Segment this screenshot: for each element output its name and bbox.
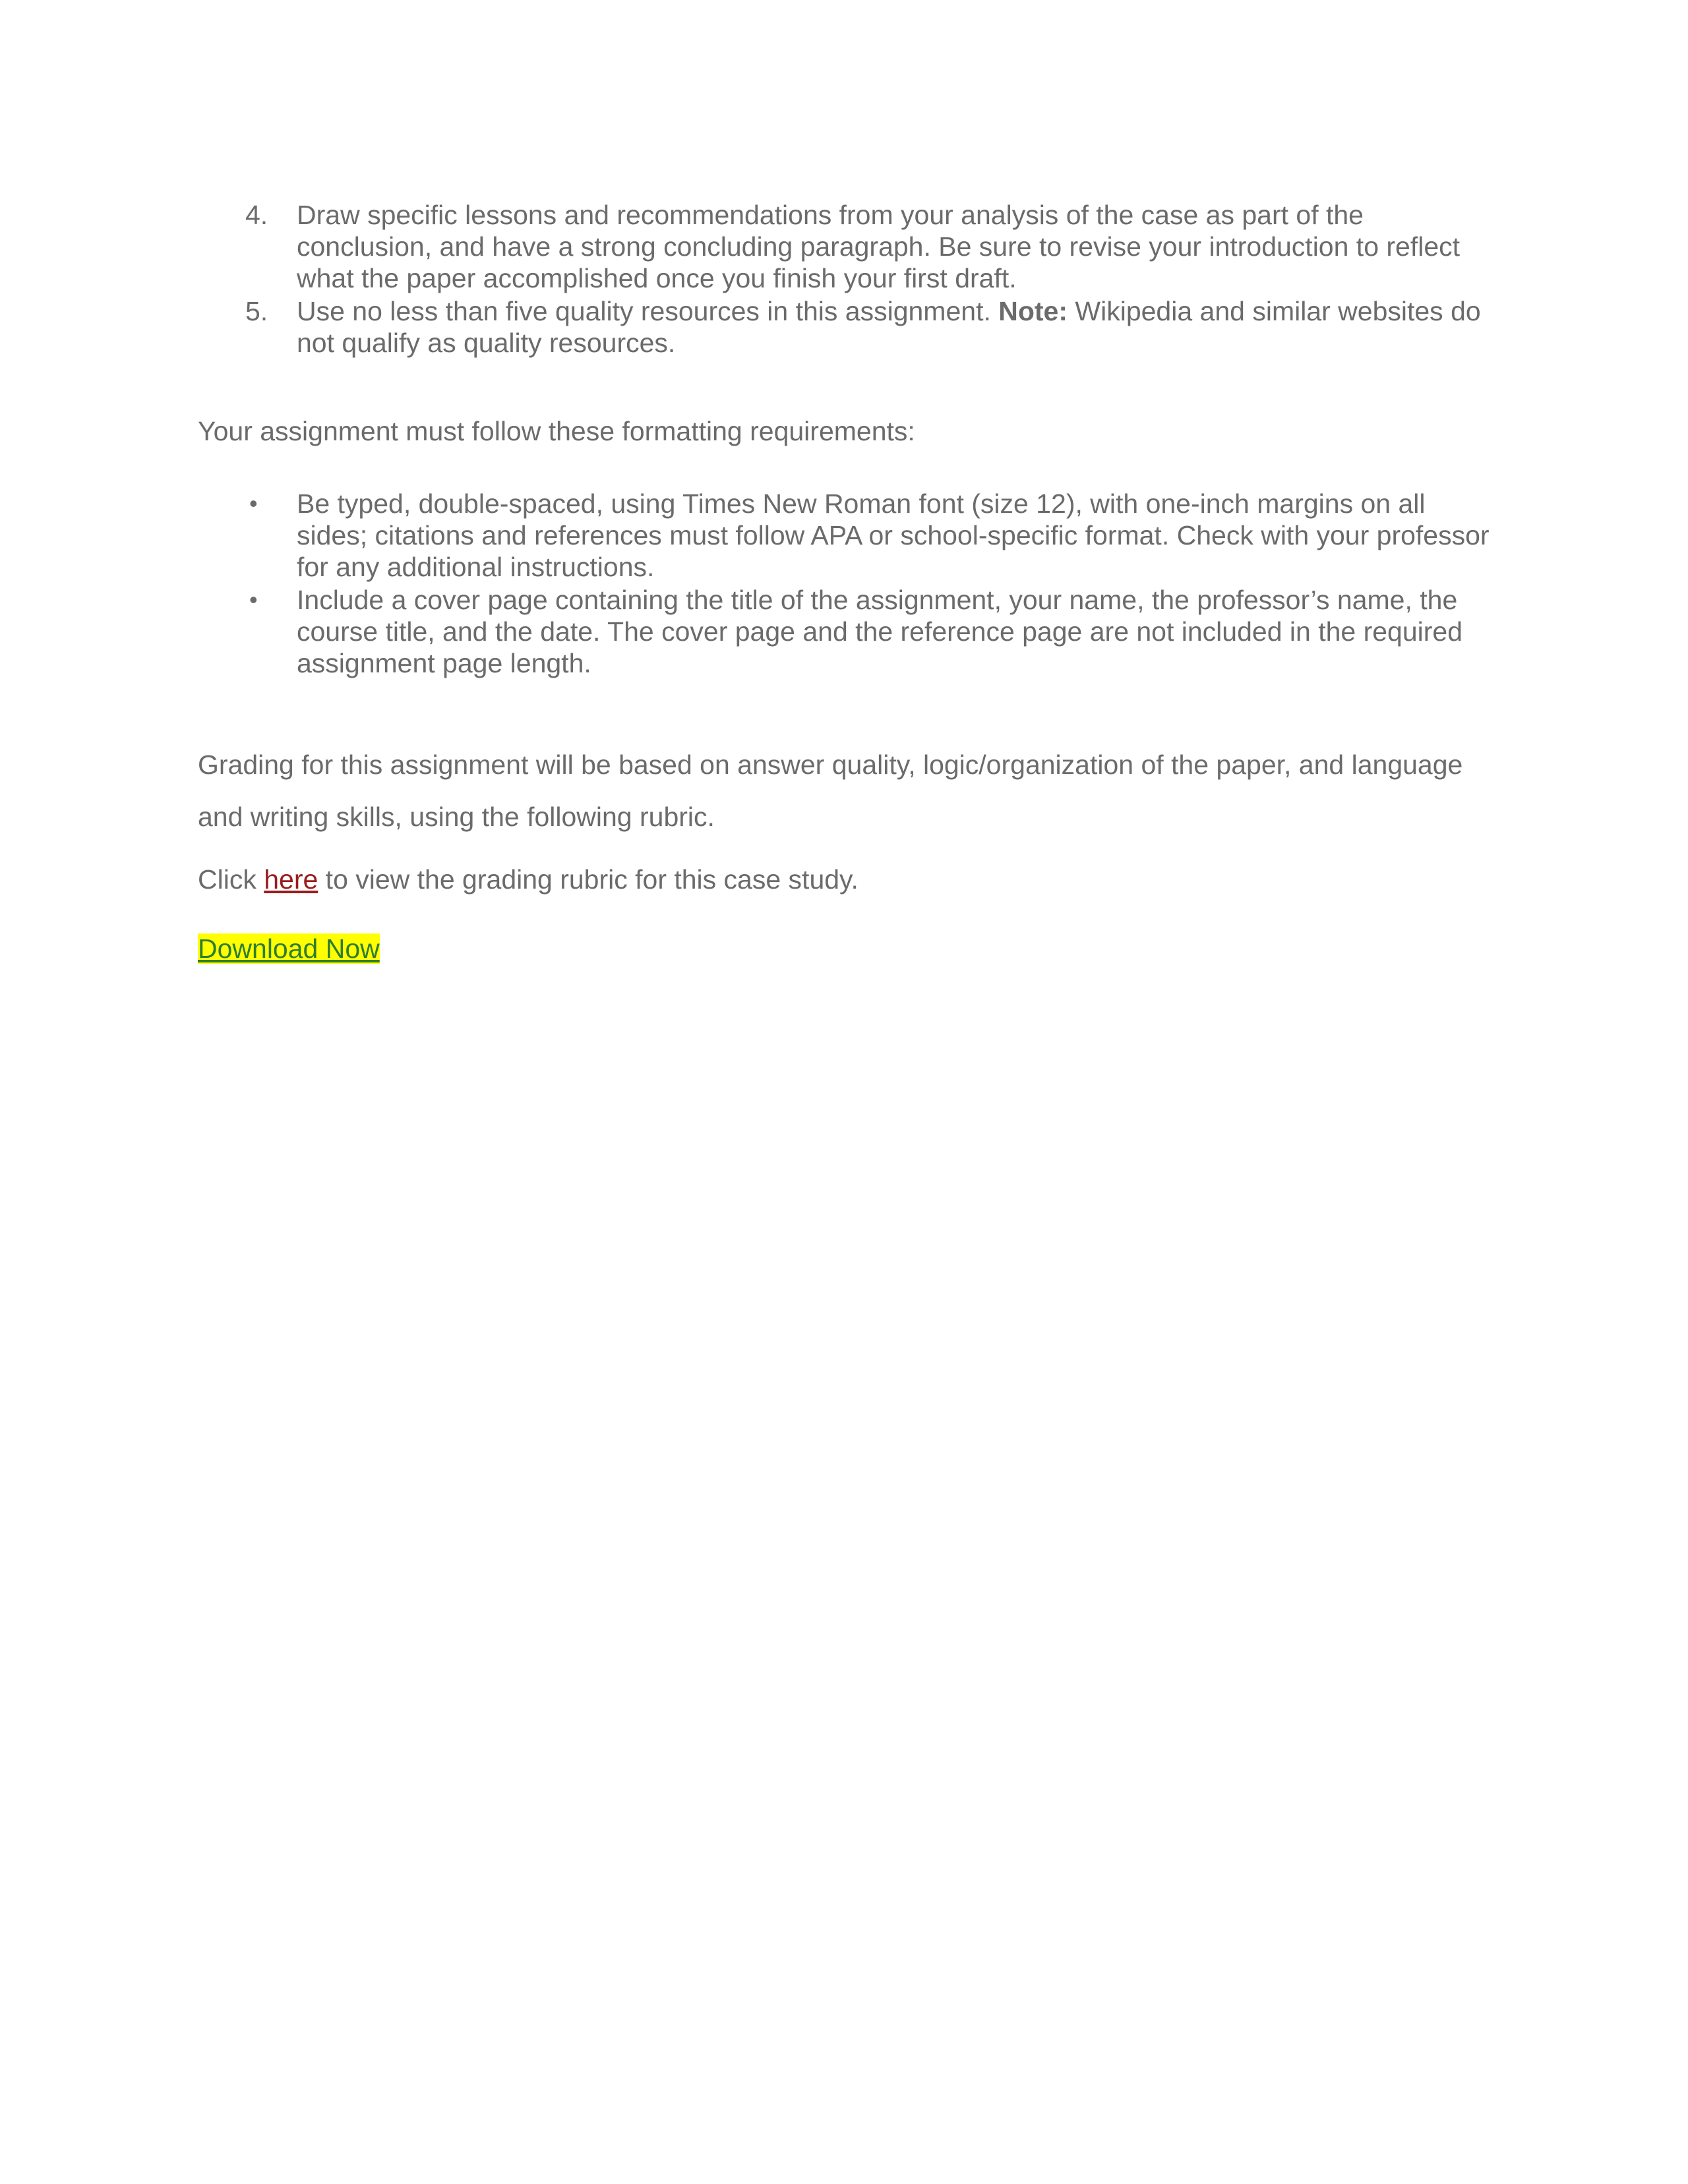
rubric-link[interactable]: here	[264, 864, 318, 895]
rubric-paragraph	[198, 864, 1503, 895]
list-number: 5.	[245, 296, 268, 326]
list-number: 4.	[245, 200, 268, 230]
click-text-after: to view the grading rubric for this case study.	[318, 864, 859, 895]
list-item-text: Draw specific lessons and recommendations from your analysis of the case as part of the conclusion, and have a strong concluding paragraph. Be sure to revise your introduction to reflect what the paper accomplished once you finish your first draft.	[297, 200, 1461, 293]
numbered-list	[245, 199, 1498, 360]
list-item-text-continued: Wikipedia and similar websites do not qualify as quality resources.	[297, 296, 1481, 358]
formatting-intro: Your assignment must follow these formatting requirements:	[198, 416, 915, 446]
note-label: Note:	[998, 296, 1068, 326]
bullet-icon: •	[249, 490, 258, 517]
list-item-text: Be typed, double-spaced, using Times New Roman font (size 12), with one-inch margins on all sides; citations and references must follow APA or school-specific format. Check with your professor for any additional instructions.	[297, 488, 1490, 582]
bullet-icon: •	[249, 586, 258, 613]
bullet-list	[245, 488, 1498, 680]
list-item	[245, 199, 1498, 294]
download-now-link[interactable]: Download Now	[198, 933, 380, 964]
list-item	[245, 295, 1498, 359]
list-item-text: Include a cover page containing the title of the assignment, your name, the professor’s name, the course title, and the date. The cover page and the reference page are not included in the required assignment page length.	[297, 585, 1463, 678]
list-item-text: Use no less than five quality resources in this assignment.	[297, 296, 999, 326]
list-item	[245, 488, 1498, 583]
grading-paragraph: Grading for this assignment will be based on answer quality, logic/organization of the paper, and language and writing skills, using the following rubric.	[198, 750, 1463, 832]
click-text: Click	[198, 864, 264, 895]
download-paragraph	[198, 933, 1503, 964]
list-item	[245, 584, 1498, 679]
